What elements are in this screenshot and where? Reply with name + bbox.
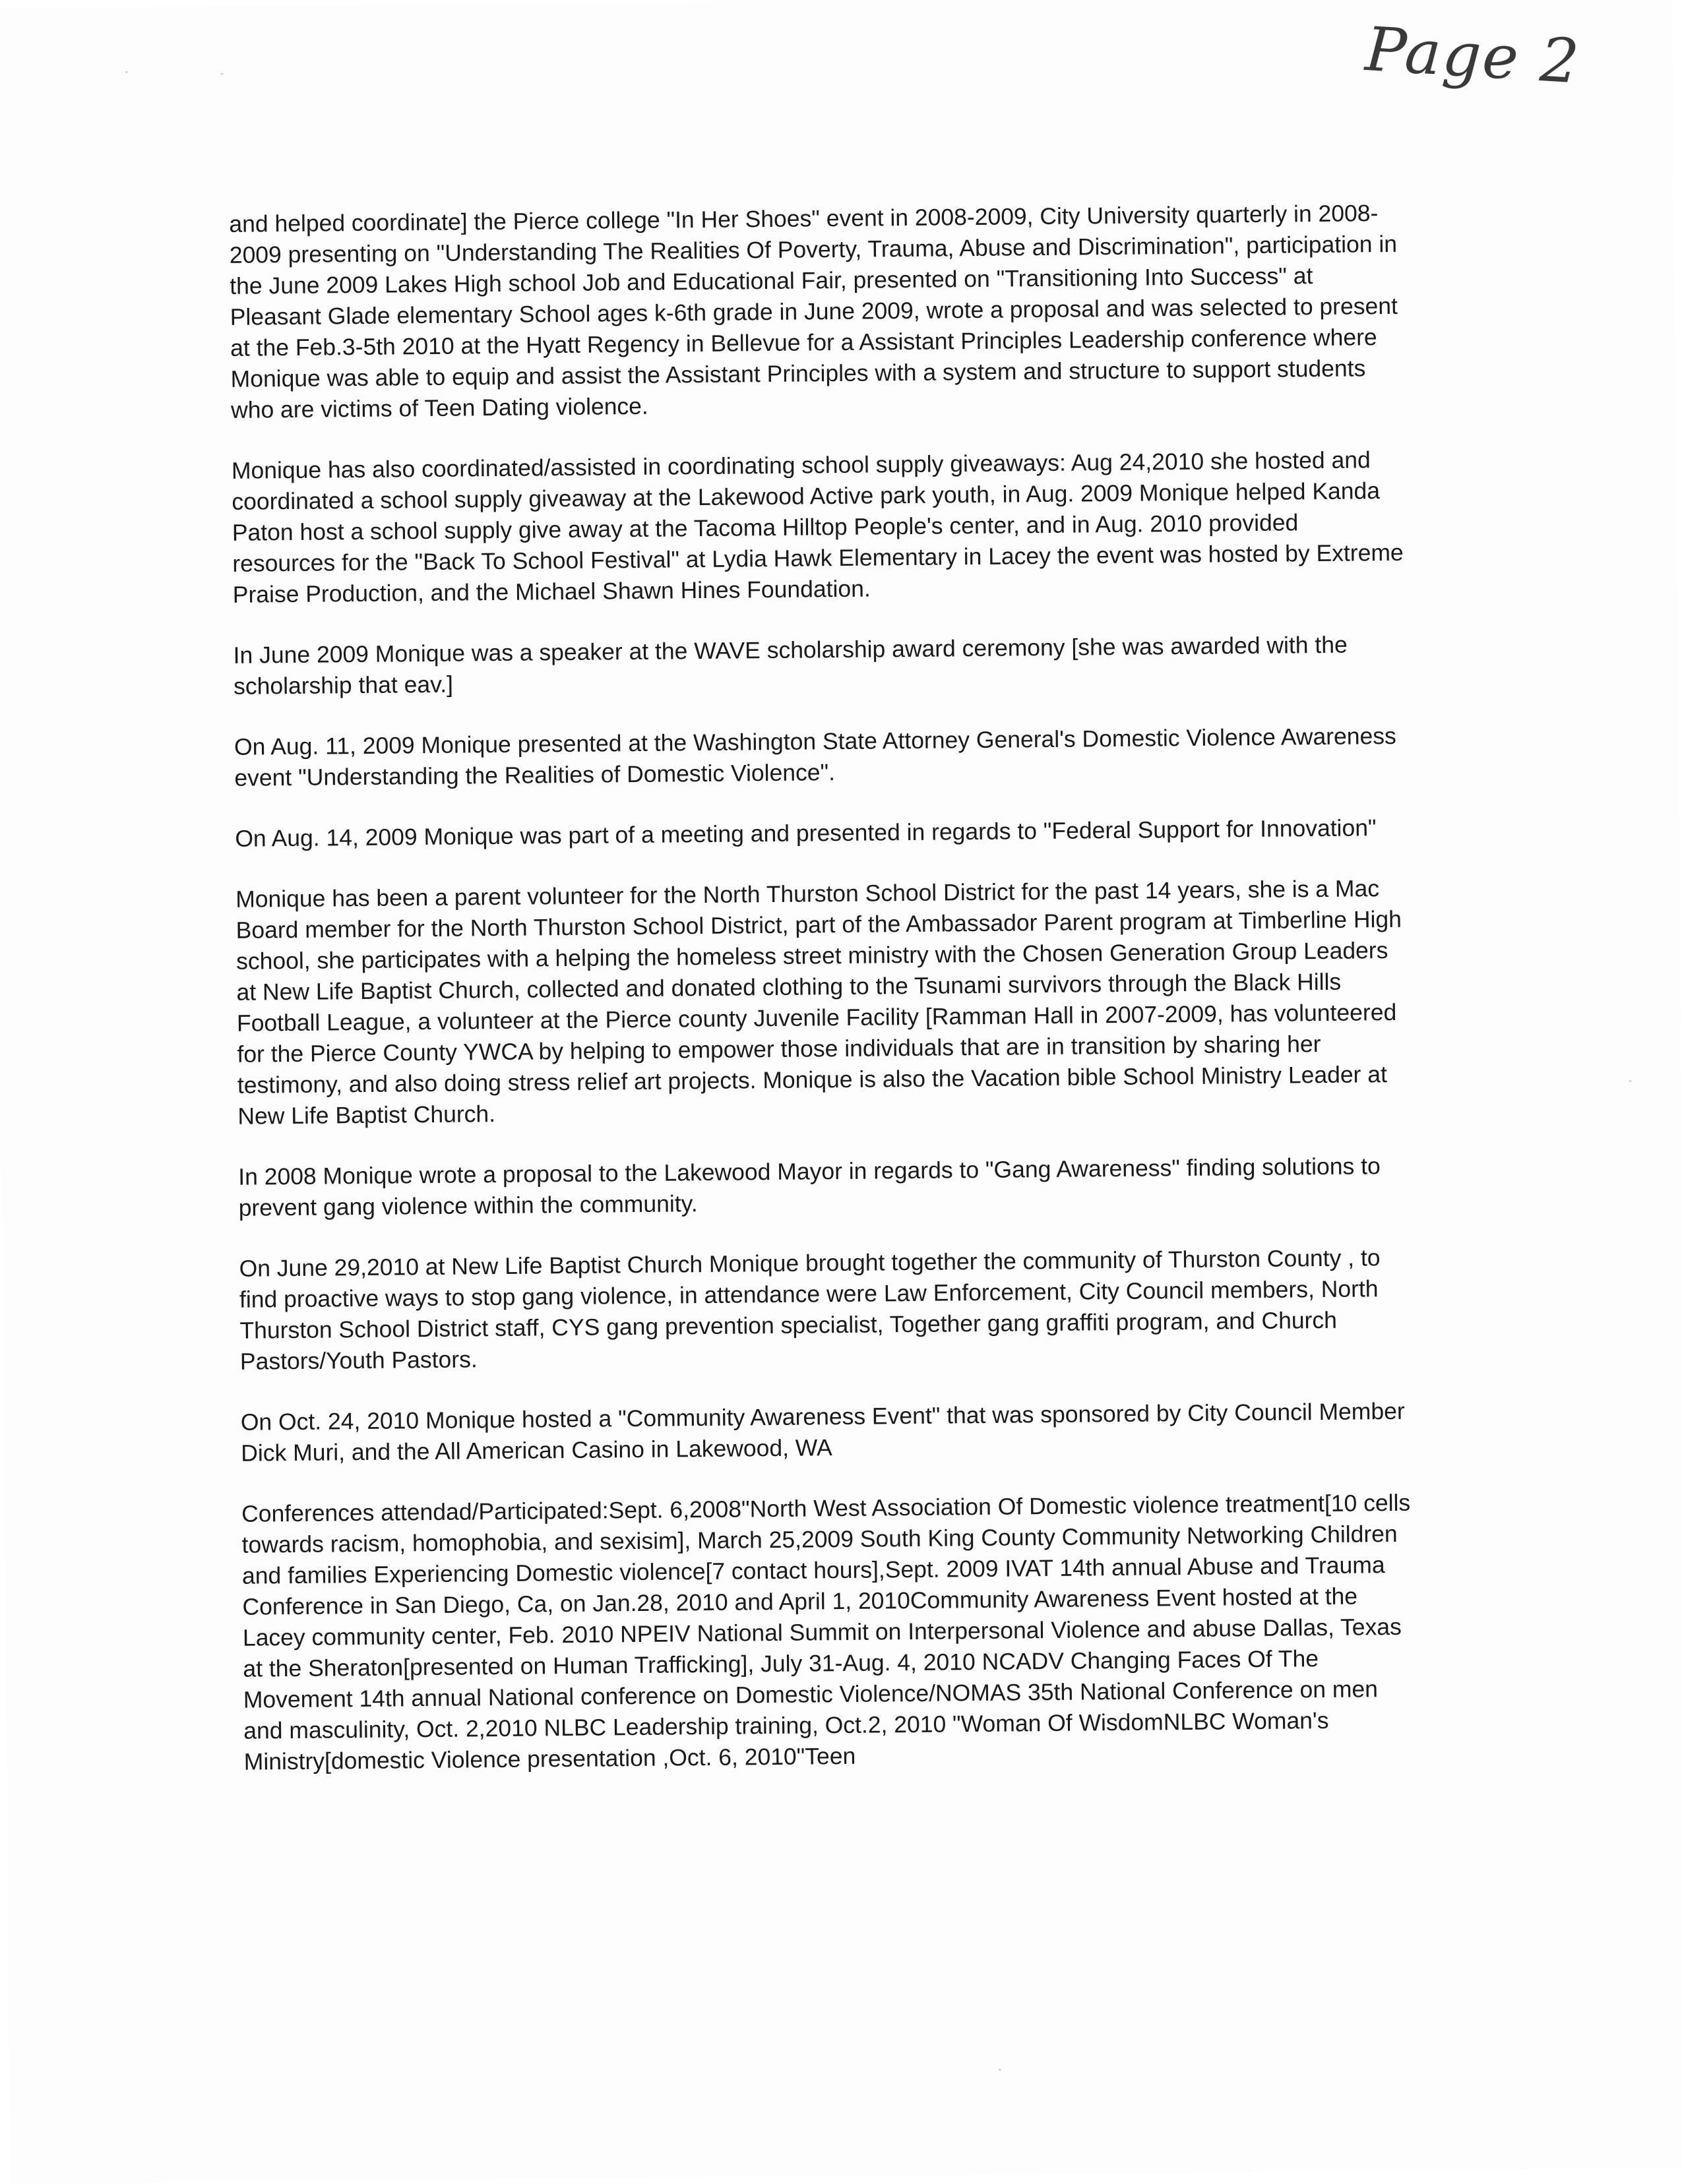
paragraph-federal-support: On Aug. 14, 2009 Monique was part of a meeting and presented in regards to "Federal Support for Innovation" — [235, 814, 1377, 852]
paragraph-conferences: Conferences attendad/Participated:Sept. 6,2008"North West Association Of Domestic violence treatment[10 cells towards racism, homophobia, and sexisim], March 25,2009 South King County Community Networking Children and families Experiencing Domestic violence[7 contact hours],Sept. 2009 IVAT 14th annual Abuse and Trauma Conference in San Diego, Ca, on Jan.28, 2010 and April 1, 2010Community Awareness Event hosted at the Lacey community center, Feb. 2010 NPEIV National Summit on Interpersonal Violence and abuse Dallas, Texas at the Sheraton[presented on Human Trafficking], July 31-Aug. 4, 2010 NCADV Changing Faces Of The Movement 14th annual National conference on Domestic Violence/NOMAS 35th National Conference on men and masculinity, Oct. 2,2010 NLBC Leadership training, Oct.2, 2010 "Woman Of WisdomNLBC Woman's Ministry[domestic Violence presentation ,Oct. 6, 2010"Teen — [241, 1489, 1411, 1775]
paragraph-attorney-general-event: On Aug. 11, 2009 Monique presented at the Washington State Attorney General's Domestic Violence Awareness event "Understanding the Realities of Domestic Violence". — [234, 722, 1396, 791]
paragraph-community-gathering: On June 29,2010 at New Life Baptist Church Monique brought together the community of Thurston County , to find proactive ways to stop gang violence, in attendance were Law Enforcement, City Council members, North Thurston School District staff, CYS gang prevention specialist, Together gang graffiti program, and Church Pastors/Youth Pastors. — [239, 1244, 1381, 1375]
scan-speck — [221, 73, 223, 75]
paragraph-gang-awareness-proposal: In 2008 Monique wrote a proposal to the Lakewood Mayor in regards to "Gang Awareness" finding solutions to prevent gang violence within the community. — [238, 1153, 1381, 1221]
scan-speck — [125, 71, 127, 73]
scan-speck — [999, 2069, 1001, 2071]
document-body — [229, 198, 1418, 1807]
paragraph-wave-scholarship: In June 2009 Monique was a speaker at the WAVE scholarship award ceremony [she was awarded with the scholarship that eav.] — [233, 631, 1348, 700]
scan-speck — [1629, 1081, 1631, 1082]
paragraph-community-awareness-event: On Oct. 24, 2010 Monique hosted a "Community Awareness Event" that was sponsored by City Council Member Dick Muri, and the All American Casino in Lakewood, WA — [240, 1397, 1405, 1467]
paragraph-volunteer-work: Monique has been a parent volunteer for the North Thurston School District for the past 14 years, she is a Mac Board member for the North Thurston School District, part of the Ambassador Parent program at Timberline High school, she participates with a helping the homeless street ministry with the Chosen Generation Group Leaders at New Life Baptist Church, collected and donated clothing to the Tsunami survivors through the Black Hills Football League, a volunteer at the Pierce county Juvenile Facility [Ramman Hall in 2007-2009, has volunteered for the Pierce County YWCA by helping to empower those individuals that are in transition by sharing her testimony, and also doing stress relief art projects. Monique is also the Vacation bible School Ministry Leader at New Life Baptist Church. — [235, 875, 1402, 1130]
handwritten-page-number: Page 2 — [1363, 14, 1582, 98]
paragraph-presentations-continued: and helped coordinate] the Pierce college "In Her Shoes" event in 2008-2009, City University quarterly in 2008-2009 presenting on "Understanding The Realities Of Poverty, Trauma, Abuse and Discrimination", participation in the June 2009 Lakes High school Job and Educational Fair, presented on "Transitioning Into Success" at Pleasant Glade elementary School ages k-6th grade in June 2009, wrote a proposal and was selected to present at the Feb.3-5th 2010 at the Hyatt Regency in Bellevue for a Assistant Principles Leadership conference where Monique was able to equip and assist the Assistant Principles with a system and structure to support students who are victims of Teen Dating violence. — [229, 200, 1398, 423]
paragraph-school-supply-giveaways: Monique has also coordinated/assisted in coordinating school supply giveaways: Aug 24,2010 she hosted and coordinated a school supply giveaway at the Lakewood Active park youth, in Aug. 2009 Monique helped Kanda Paton host a school supply give away at the Tacoma Hilltop People's center, and in Aug. 2010 provided resources for the "Back To School Festival" at Lydia Hawk Elementary in Lacey the event was hosted by Extreme Praise Production, and the Michael Shawn Hines Foundation. — [231, 446, 1404, 608]
